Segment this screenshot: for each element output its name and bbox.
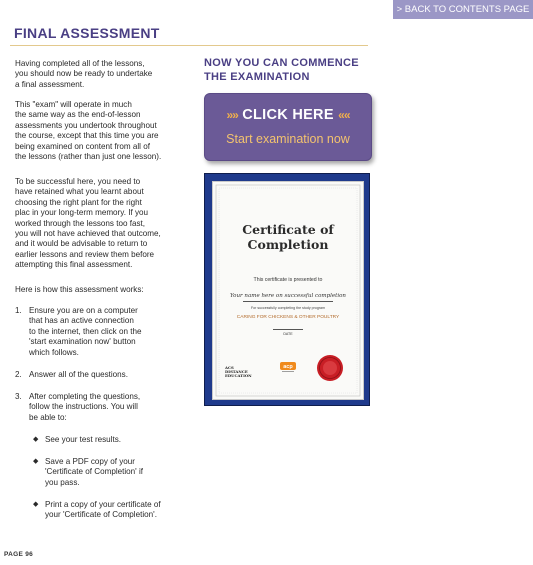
diamond-bullet-icon: ◆ (33, 458, 39, 465)
seal-icon (316, 354, 344, 382)
certificate-course-name: CARING FOR CHICKENS & OTHER POULTRY (236, 315, 340, 320)
back-to-contents-button[interactable]: > BACK TO CONTENTS PAGE (393, 0, 533, 19)
start-examination-button[interactable] (204, 93, 372, 161)
certificate-name: Your name here on successful completion (230, 293, 346, 299)
diamond-bullet-icon: ◆ (33, 436, 39, 443)
intro-paragraph-4: Here is how this assessment works: (15, 285, 144, 294)
intro-paragraph-3: To be successful here, you need to have retained what you learnt about choosing the right plant for the right plac in your long-term memory. If you worked through the lessons too fast, you will not have achieved that outcome, and it would be advisable to return to earlier lessons and review them before attempting this final assessment. (15, 177, 161, 270)
click-here-label: »» CLICK HERE «« (226, 107, 350, 123)
svg-text:acp: acp (283, 364, 293, 371)
certificate-presented-text: This certificate is presented to (253, 277, 323, 283)
certificate-date-label: DATE (283, 332, 293, 336)
chevron-left-icon: «« (338, 108, 350, 122)
diamond-bullet-icon: ◆ (33, 501, 39, 508)
title-divider (10, 45, 368, 46)
acs-logo: ACS DISTANCE EDUCATION (225, 365, 252, 379)
start-examination-label: Start examination now (226, 132, 350, 146)
acp-logo-icon (280, 362, 296, 373)
certificate-date-line (273, 329, 303, 330)
certificate-title: Certificate of Completion (242, 222, 334, 252)
page-number: PAGE 96 (4, 551, 34, 558)
certificate-image (204, 173, 370, 406)
intro-paragraph-2: This "exam" will operate in much the same way as the end-of-lesson assessments you undertook throughout the course, except that this time you are being examined on content from all of the lessons (rather than just one lesson). (15, 100, 162, 162)
chevron-right-icon: »» (226, 108, 238, 122)
page-title: FINAL ASSESSMENT (14, 25, 160, 41)
exam-heading: NOW YOU CAN COMMENCE THE EXAMINATION (204, 57, 359, 83)
certificate-completing-text: For successfully completing the study program (250, 306, 326, 310)
certificate-name-line (243, 301, 333, 302)
certificate-paper (212, 181, 364, 400)
intro-paragraph-1: Having completed all of the lessons, you should now be ready to undertake a final assessment. (15, 59, 153, 89)
